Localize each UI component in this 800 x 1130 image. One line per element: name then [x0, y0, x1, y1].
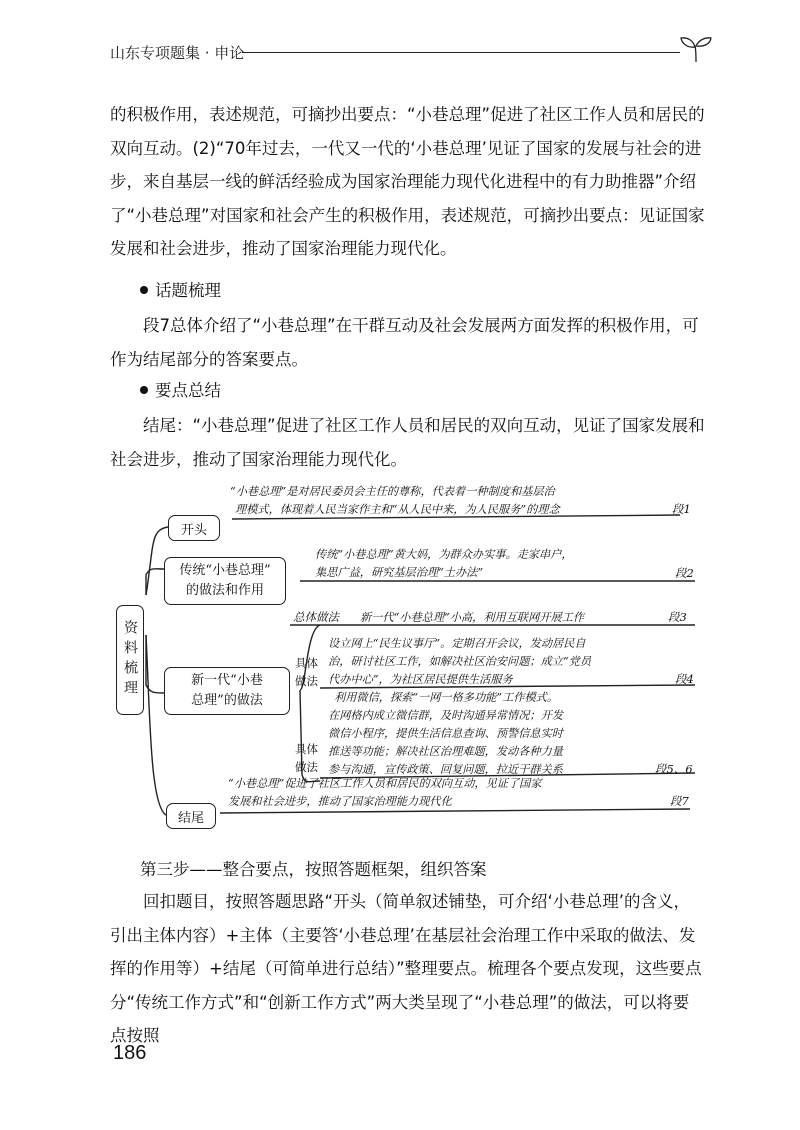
bullet-topic — [140, 277, 221, 301]
page-number: 186 — [113, 1042, 147, 1064]
overall-practice-label: 总体做法 — [293, 610, 339, 624]
opening-note-line-2: 理模式，体现着人民当家作主和“从人民中来，为人民服务”的理念 — [235, 503, 560, 516]
specific-practice-2-line-4: 推送等功能；解决社区治理难题，发动各种力量 — [328, 745, 563, 758]
branch-ending-label: 结尾 — [177, 810, 204, 826]
bullet-dot-icon — [140, 386, 148, 394]
specific-practice-label-2: 具体做法 — [295, 742, 318, 774]
branch-opening-label: 开头 — [180, 522, 207, 538]
bullet-dot-icon — [140, 286, 148, 294]
bullet-summary-label: 要点总结 — [155, 381, 221, 400]
specific-practice-2-line-1: 利用微信，探索“一网一格多功能”工作模式。 — [334, 691, 559, 704]
branch-new-gen-label-2: 总理”的做法 — [191, 693, 263, 708]
specific-practice-2-line-3: 微信小程序，提供生活信息查询、预警信息实时 — [328, 727, 563, 740]
specific-practice-1-line-3: 代办中心”，为社区居民提供生活服务 — [328, 673, 513, 686]
specific-practice-2-ref: 段5、6 — [655, 762, 693, 776]
specific-practice-1-line-2: 治，研讨社区工作，如解决社区治安问题；成立“党员 — [328, 655, 592, 668]
header-title: 山东专项题集 · 申论 — [110, 44, 245, 62]
ending-ref: 段7 — [670, 794, 689, 808]
branch-new-generation — [164, 667, 290, 715]
bullet-summary — [140, 377, 221, 401]
step-three-heading: 第三步——整合要点，按照答题框架，组织答案 — [140, 860, 487, 879]
running-header — [110, 42, 710, 66]
traditional-ref: 段2 — [675, 566, 694, 580]
material-mindmap — [110, 485, 710, 840]
paragraph-3: 结尾：“小巷总理”促进了社区工作人员和居民的双向互动，见证了国家发展和社会进步，推动了国家治理能力现代化。 — [110, 416, 705, 469]
branch-traditional — [164, 557, 286, 605]
specific-practice-2-line-2: 在网格内成立微信群，及时沟通异常情况；开发 — [328, 709, 563, 722]
header-rule — [242, 52, 680, 53]
specific-practice-label-1: 具体做法 — [295, 656, 318, 688]
branch-ending — [166, 803, 216, 829]
paragraph-4: 回扣题目，按照答题思路“开头（简单叙述铺垫，可介绍‘小巷总理’的含义，引出主体内容）+主体（主要答‘小巷总理’在基层社会治理工作中采取的做法、发挥的作用等）+结尾（可简单进行总结）”整理要点。梳理各个要点发现，这些要点分“传统工作方式”和“创新工作方式”两大类呈现了“小巷总理”的做法，可以将要点按照 — [110, 892, 702, 1045]
specific-practice-1-line-1: 设立网上“民生议事厅”。定期召开会议，发动居民自 — [328, 637, 586, 650]
root-node-materials — [116, 605, 144, 715]
ending-note-line-2: 发展和社会进步，推动了国家治理能力现代化 — [228, 795, 452, 808]
overall-practice-ref: 段3 — [668, 610, 687, 624]
branch-opening — [168, 515, 220, 541]
sprout-icon — [678, 34, 714, 64]
opening-ref: 段1 — [672, 502, 691, 516]
traditional-note-line-1: 传统“小巷总理”黄大妈，为群众办实事。走家串户， — [315, 548, 573, 561]
overall-practice-text: 新一代“小巷总理”小高，利用互联网开展工作 — [360, 611, 585, 624]
root-label: 资料梳理 — [122, 620, 138, 700]
specific-practice-1-ref: 段4 — [675, 672, 694, 686]
ending-note-line-1: “小巷总理”促进了社区工作人员和居民的双向互动，见证了国家 — [228, 777, 542, 790]
bullet-topic-label: 话题梳理 — [155, 281, 221, 300]
branch-new-gen-label-1: 新一代“小巷 — [191, 673, 263, 688]
paragraph-2: 段7总体介绍了“小巷总理”在干群互动及社会发展两方面发挥的积极作用，可作为结尾部分的答案要点。 — [110, 316, 699, 369]
opening-note-line-1: “小巷总理”是对居民委员会主任的尊称，代表着一种制度和基层治 — [230, 485, 555, 498]
branch-traditional-label-1: 传统“小巷总理” — [179, 563, 271, 578]
paragraph-1: 的积极作用，表述规范，可摘抄出要点：“小巷总理”促进了社区工作人员和居民的双向互动。(2)“70年过去，一代又一代的‘小巷总理’见证了国家的发展与社会的进步，来自基层一线的鲜活经验成为国家治理能力现代化进程中的有力助推器”介绍了“小巷总理”对国家和社会产生的积极作用，表述规范，可摘抄出要点：见证国家发展和社会进步，推动了国家治理能力现代化。 — [110, 105, 705, 258]
branch-traditional-label-2: 的做法和作用 — [185, 583, 264, 598]
traditional-note-line-2: 集思广益，研究基层治理“土办法” — [315, 566, 484, 579]
specific-practice-2-line-5: 参与沟通，宣传政策、回复问题，拉近干群关系 — [328, 763, 563, 776]
